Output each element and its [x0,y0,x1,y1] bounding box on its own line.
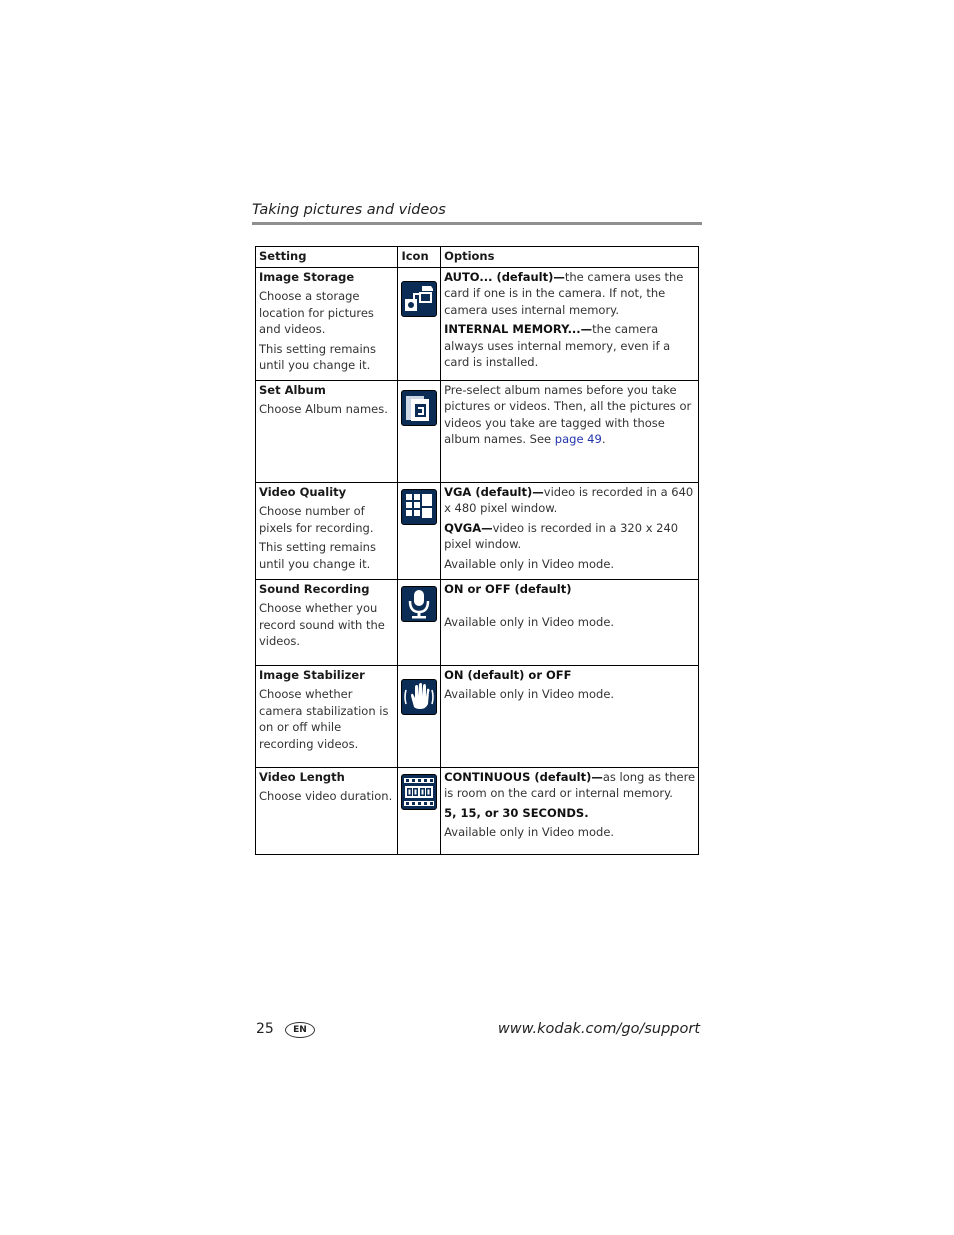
setting-name: Set Album [259,382,326,397]
table-header-row [256,247,699,268]
setting-description: Choose whether camera stabilization is on or off while recording videos. [259,687,389,751]
setting-description: Choose number of pixels for recording. [259,504,374,535]
availability-note: Available only in Video mode. [444,615,615,629]
option-seconds: 5, 15, or 30 SECONDS. [444,805,589,820]
option-internal-memory: INTERNAL MEMORY...—the camera always uses internal memory, even if a card is installed. [444,322,671,369]
table-row [256,267,699,380]
table-row [256,482,699,579]
availability-note: Available only in Video mode. [444,687,615,701]
video-length-icon [401,774,437,810]
section-title: Taking pictures and videos [252,202,446,218]
image-storage-icon [401,281,437,317]
option-continuous: CONTINUOUS (default)—as long as there is room on the card or internal memory. [444,769,696,800]
set-album-icon [401,390,437,426]
availability-note: Available only in Video mode. [444,825,615,839]
setting-name: Sound Recording [259,581,370,596]
page-number: 25 [256,1021,274,1037]
table-row [256,380,699,482]
column-header-setting: Setting [256,247,398,268]
support-url[interactable]: www.kodak.com/go/support [497,1021,700,1037]
table-row [256,579,699,665]
setting-description: Choose whether you record sound with the videos. [259,601,385,648]
image-stabilizer-icon [401,679,437,715]
setting-description: This setting remains until you change it. [259,341,376,372]
option-on-off: ON or OFF (default) [444,581,572,596]
setting-name: Image Stabilizer [259,667,365,682]
option-qvga: QVGA—video is recorded in a 320 x 240 pixel window. [444,520,679,551]
availability-note: Available only in Video mode. [444,556,615,571]
setting-description: Choose a storage location for pictures and videos. [259,289,374,336]
setting-description: Choose Album names. [259,402,388,416]
option-auto: AUTO... (default)—the camera uses the card if one is in the camera. If not, the camera uses internal memory. [444,269,684,317]
column-header-options: Options [441,247,699,268]
language-badge: EN [285,1022,315,1038]
setting-name: Image Storage [259,269,355,284]
setting-name: Video Quality [259,484,347,499]
setting-name: Video Length [259,769,345,784]
page-49-link[interactable]: page 49 [554,432,602,446]
header-divider [252,222,702,225]
video-quality-icon [401,489,437,525]
table-row [256,767,699,854]
table-row [256,665,699,767]
album-description: Pre-select album names before you take pictures or videos. Then, all the pictures or videos you take are tagged with those album names. See page 49. [444,382,692,446]
microphone-icon [401,586,437,622]
option-on-off: ON (default) or OFF [444,667,572,682]
setting-description: This setting remains until you change it. [259,540,376,571]
option-vga: VGA (default)—video is recorded in a 640 x 480 pixel window. [444,484,694,515]
column-header-icon: Icon [398,247,441,268]
setting-description: Choose video duration. [259,789,393,803]
settings-table [255,246,699,855]
